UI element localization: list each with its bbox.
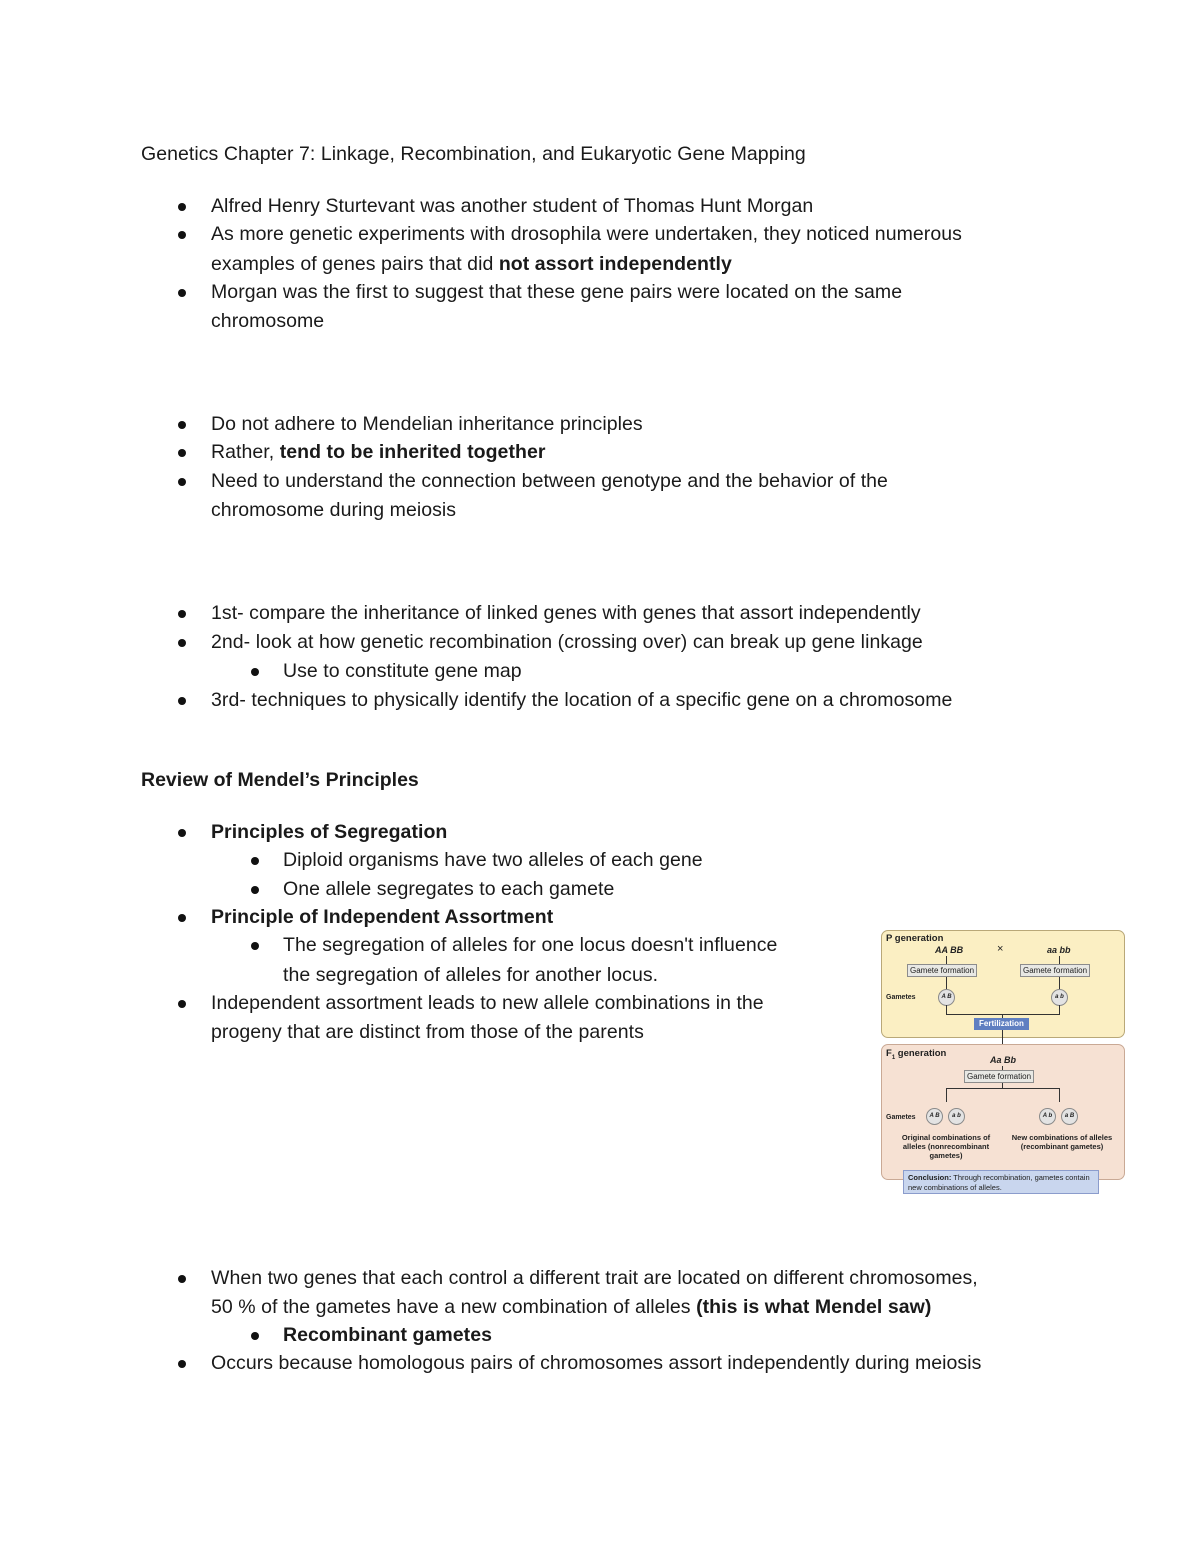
gamete-circle: A b bbox=[1039, 1108, 1056, 1125]
parent2-genotype: aa bb bbox=[1047, 945, 1071, 955]
bullet-dot-icon bbox=[178, 289, 186, 297]
arrow-line bbox=[1002, 1030, 1003, 1044]
sub-list-item: Recombinant gametes bbox=[283, 1324, 493, 1346]
bullet-dot-icon bbox=[178, 914, 186, 922]
gamete-formation-box: Gamete formation bbox=[907, 964, 977, 977]
f1-generation-label bbox=[886, 1048, 946, 1064]
list-item: As more genetic experiments with drosophila were undertaken, they noticed numerous bbox=[211, 223, 962, 245]
conclusion-text: Through recombination, gametes contain new combinations of alleles. bbox=[908, 1173, 1090, 1192]
list-item bbox=[211, 438, 546, 466]
text-plain: examples of genes pairs that did bbox=[211, 253, 499, 275]
bullet-dot-icon bbox=[178, 478, 186, 486]
connector-line bbox=[1059, 956, 1060, 964]
connector-line bbox=[946, 956, 947, 964]
f1-gametes-label: Gametes bbox=[886, 1114, 916, 1121]
text-bold: tend to be inherited together bbox=[279, 441, 546, 463]
text-bold: not assort independently bbox=[498, 253, 732, 275]
bullet-dot-icon bbox=[178, 829, 186, 837]
bullet-dot-icon bbox=[178, 421, 186, 429]
list-item-continuation: chromosome bbox=[211, 310, 325, 332]
list-item: Independent assortment leads to new allele combinations in the bbox=[211, 992, 764, 1014]
sub-list-item: Diploid organisms have two alleles of each gene bbox=[283, 849, 703, 871]
list-item: Morgan was the first to suggest that these gene pairs were located on the same bbox=[211, 281, 903, 303]
gamete-formation-box: Gamete formation bbox=[964, 1070, 1034, 1083]
connector-line bbox=[946, 1014, 1060, 1015]
bullet-dot-icon bbox=[178, 1360, 186, 1368]
sub-list-item-continuation: the segregation of alleles for another locus. bbox=[283, 964, 659, 986]
new-combinations-caption: New combinations of alleles (recombinant gametes) bbox=[1011, 1133, 1113, 1151]
connector-line bbox=[946, 1005, 947, 1014]
gametes-label: Gametes bbox=[886, 994, 916, 1001]
connector-line bbox=[946, 1088, 1060, 1089]
list-item: Occurs because homologous pairs of chromosomes assort independently during meiosis bbox=[211, 1352, 982, 1374]
arrow-line bbox=[1059, 977, 1060, 989]
sub-bullet-dot-icon bbox=[251, 857, 259, 865]
document-title: Genetics Chapter 7: Linkage, Recombination, and Eukaryotic Gene Mapping bbox=[141, 143, 806, 165]
cross-symbol: × bbox=[997, 943, 1004, 955]
f1-subscript: 1 bbox=[891, 1054, 896, 1061]
list-item: Alfred Henry Sturtevant was another student of Thomas Hunt Morgan bbox=[211, 195, 814, 217]
sub-bullet-dot-icon bbox=[251, 942, 259, 950]
arrow-line bbox=[946, 977, 947, 989]
bullet-dot-icon bbox=[178, 1275, 186, 1283]
section-heading: Review of Mendel’s Principles bbox=[141, 769, 419, 791]
list-item: When two genes that each control a different trait are located on different chromosomes, bbox=[211, 1267, 978, 1289]
list-item: Principles of Segregation bbox=[211, 821, 448, 843]
list-item: 2nd- look at how genetic recombination (crossing over) can break up gene linkage bbox=[211, 631, 923, 653]
list-item-continuation: chromosome during meiosis bbox=[211, 499, 457, 521]
sub-list-item: Use to constitute gene map bbox=[283, 660, 522, 682]
list-item-continuation bbox=[211, 250, 732, 278]
fertilization-box: Fertilization bbox=[974, 1018, 1029, 1030]
conclusion-box bbox=[903, 1170, 1099, 1194]
bullet-dot-icon bbox=[178, 1000, 186, 1008]
text-plain: 50 % of the gametes have a new combination of alleles bbox=[211, 1296, 697, 1318]
bullet-dot-icon bbox=[178, 231, 186, 239]
text-bold: (this is what Mendel saw) bbox=[696, 1296, 932, 1318]
connector-line bbox=[1059, 1005, 1060, 1014]
sub-list-item: The segregation of alleles for one locus doesn't influence bbox=[283, 934, 778, 956]
gamete-circle: A B bbox=[926, 1108, 943, 1125]
conclusion-label: Conclusion: bbox=[908, 1173, 952, 1182]
gamete-circle: a B bbox=[1061, 1108, 1078, 1125]
arrow-line bbox=[1059, 1088, 1060, 1102]
list-item-continuation: progeny that are distinct from those of the parents bbox=[211, 1021, 644, 1043]
f1-genotype: Aa Bb bbox=[990, 1055, 1017, 1065]
sub-bullet-dot-icon bbox=[251, 668, 259, 676]
bullet-dot-icon bbox=[178, 697, 186, 705]
original-combinations-caption: Original combinations of alleles (nonrecombinant gametes) bbox=[901, 1133, 991, 1160]
bullet-dot-icon bbox=[178, 610, 186, 618]
f1-letter: F bbox=[886, 1048, 892, 1059]
list-item: 3rd- techniques to physically identify the location of a specific gene on a chromosome bbox=[211, 689, 953, 711]
p-generation-label: P generation bbox=[886, 933, 944, 944]
parent1-genotype: AA BB bbox=[935, 945, 964, 955]
list-item-continuation bbox=[211, 1293, 931, 1321]
bullet-dot-icon bbox=[178, 203, 186, 211]
list-item: Need to understand the connection between genotype and the behavior of the bbox=[211, 470, 888, 492]
gamete-circle: A B bbox=[938, 989, 955, 1006]
gamete-formation-box: Gamete formation bbox=[1020, 964, 1090, 977]
list-item: Principle of Independent Assortment bbox=[211, 906, 554, 928]
gamete-circle: a b bbox=[1051, 989, 1068, 1006]
bullet-dot-icon bbox=[178, 449, 186, 457]
text-plain: Rather, bbox=[211, 441, 280, 463]
recombination-diagram bbox=[879, 928, 1127, 1198]
list-item: Do not adhere to Mendelian inheritance principles bbox=[211, 413, 643, 435]
sub-bullet-dot-icon bbox=[251, 1332, 259, 1340]
gamete-circle: a b bbox=[948, 1108, 965, 1125]
bullet-dot-icon bbox=[178, 639, 186, 647]
arrow-line bbox=[946, 1088, 947, 1102]
sub-list-item: One allele segregates to each gamete bbox=[283, 878, 615, 900]
f1-rest: generation bbox=[895, 1048, 947, 1059]
sub-bullet-dot-icon bbox=[251, 886, 259, 894]
list-item: 1st- compare the inheritance of linked genes with genes that assort independently bbox=[211, 602, 921, 624]
